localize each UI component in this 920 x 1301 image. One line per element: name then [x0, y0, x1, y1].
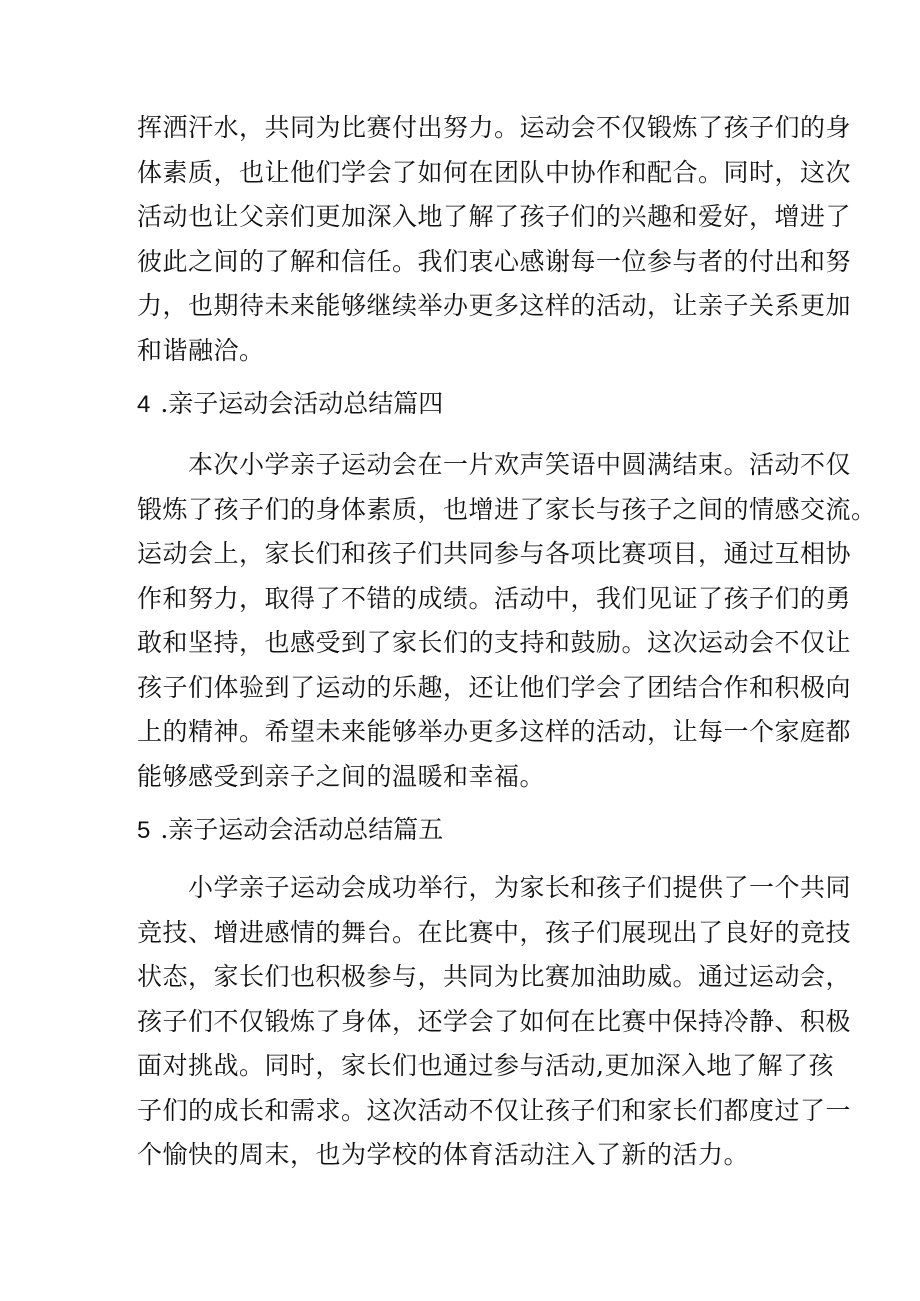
section-title: .亲子运动会活动总结篇四: [160, 389, 444, 418]
text-line: 作和努力，取得了不错的成绩。活动中，我们见证了孩子们的勇: [137, 583, 852, 613]
text-line: 竞技、增进感情的舞台。在比赛中，孩子们展现出了良好的竞技: [137, 917, 852, 947]
text-line: 子们的成长和需求。这次活动不仅让孩子们和家长们都度过了一: [137, 1095, 852, 1125]
text-line: 能够感受到亲子之间的温暖和幸福。: [137, 761, 546, 791]
paragraph-section-4: [137, 443, 877, 799]
paragraph-continued: [137, 106, 852, 373]
text-line: 活动也让父亲们更加深入地了解了孩子们的兴趣和爱好，增进了: [137, 202, 852, 231]
text-line: 敢和坚持，也感受到了家长们的支持和鼓励。这次运动会不仅让: [137, 628, 852, 657]
text-line: 彼此之间的了解和信任。我们衷心感谢每一位参与者的付出和努: [137, 246, 852, 276]
section-number: 5: [137, 817, 151, 844]
section-heading-5: [137, 815, 443, 846]
text-line: 本次小学亲子运动会在一片欢声笑语中圆满结束。活动不仅: [137, 450, 852, 479]
text-line: 上的精神。希望未来能够举办更多这样的活动，让每一个家庭都: [137, 717, 852, 746]
text-line: 力，也期待未来能够继续举办更多这样的活动，让亲子关系更加: [137, 291, 852, 320]
text-line: 运动会上，家长们和孩子们共同参与各项比赛项目，通过互相协: [137, 539, 852, 568]
text-line: 和谐融洽。: [137, 335, 265, 365]
text-line: 小学亲子运动会成功举行，为家长和孩子们提供了一个共同: [137, 873, 852, 902]
text-line: 锻炼了孩子们的身体素质，也增进了家长与孩子之间的情感交流。: [137, 494, 877, 524]
section-title: .亲子运动会活动总结篇五: [160, 815, 444, 844]
text-line: 孩子们不仅锻炼了身体，还学会了如何在比赛中保持冷静、积极: [137, 1006, 852, 1036]
section-heading-4: [137, 389, 443, 420]
text-line: 状态，家长们也积极参与，共同为比赛加油助威。通过运动会，: [137, 962, 852, 991]
text-line: 体素质，也让他们学会了如何在团队中协作和配合。同时，这次: [137, 157, 852, 187]
text-line: 挥洒汗水，共同为比赛付出努力。运动会不仅锻炼了孩子们的身: [137, 113, 852, 142]
text-line: 个愉快的周末，也为学校的体育活动注入了新的活力。: [137, 1140, 750, 1169]
text-line: 孩子们体验到了运动的乐趣，还让他们学会了团结合作和积极向: [137, 672, 852, 702]
paragraph-section-5: [137, 866, 852, 1178]
text-line: 面对挑战。同时，家长们也通过参与活动,更加深入地了解了孩: [137, 1051, 834, 1080]
section-number: 4: [137, 391, 151, 418]
